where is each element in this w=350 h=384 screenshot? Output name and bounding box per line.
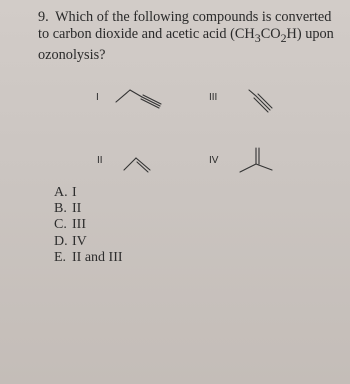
compound-label-i: I — [96, 92, 99, 103]
compound-label-iv: IV — [209, 155, 219, 166]
compound-label-ii: II — [97, 155, 103, 166]
question-line-2-end: H) upon — [286, 26, 334, 42]
choice-e[interactable]: E. II and III — [54, 249, 123, 265]
question-line-2-mid: CO — [260, 26, 281, 42]
question-number: 9. — [38, 9, 49, 25]
compound-label-iii: III — [209, 92, 218, 103]
question-line-3: ozonolysis? — [38, 46, 106, 63]
choice-c[interactable]: C. III — [54, 217, 86, 233]
compound-iv-structure — [236, 140, 278, 182]
choice-b[interactable]: B. II — [54, 201, 82, 217]
subscript-2: 2 — [280, 30, 287, 45]
compound-iii-structure — [244, 84, 284, 114]
compound-i-structure — [108, 82, 168, 108]
answer-choices — [54, 185, 123, 266]
question-line-1: Which of the following compounds is converted — [55, 9, 332, 25]
question-line-2-start: to carbon dioxide and acetic acid (CH — [38, 26, 255, 42]
subscript-3: 3 — [254, 30, 261, 45]
compound-ii-structure — [120, 150, 156, 176]
choice-d[interactable]: D. IV — [54, 233, 87, 249]
question-text — [38, 9, 338, 64]
choice-a[interactable]: A. I — [54, 185, 77, 200]
